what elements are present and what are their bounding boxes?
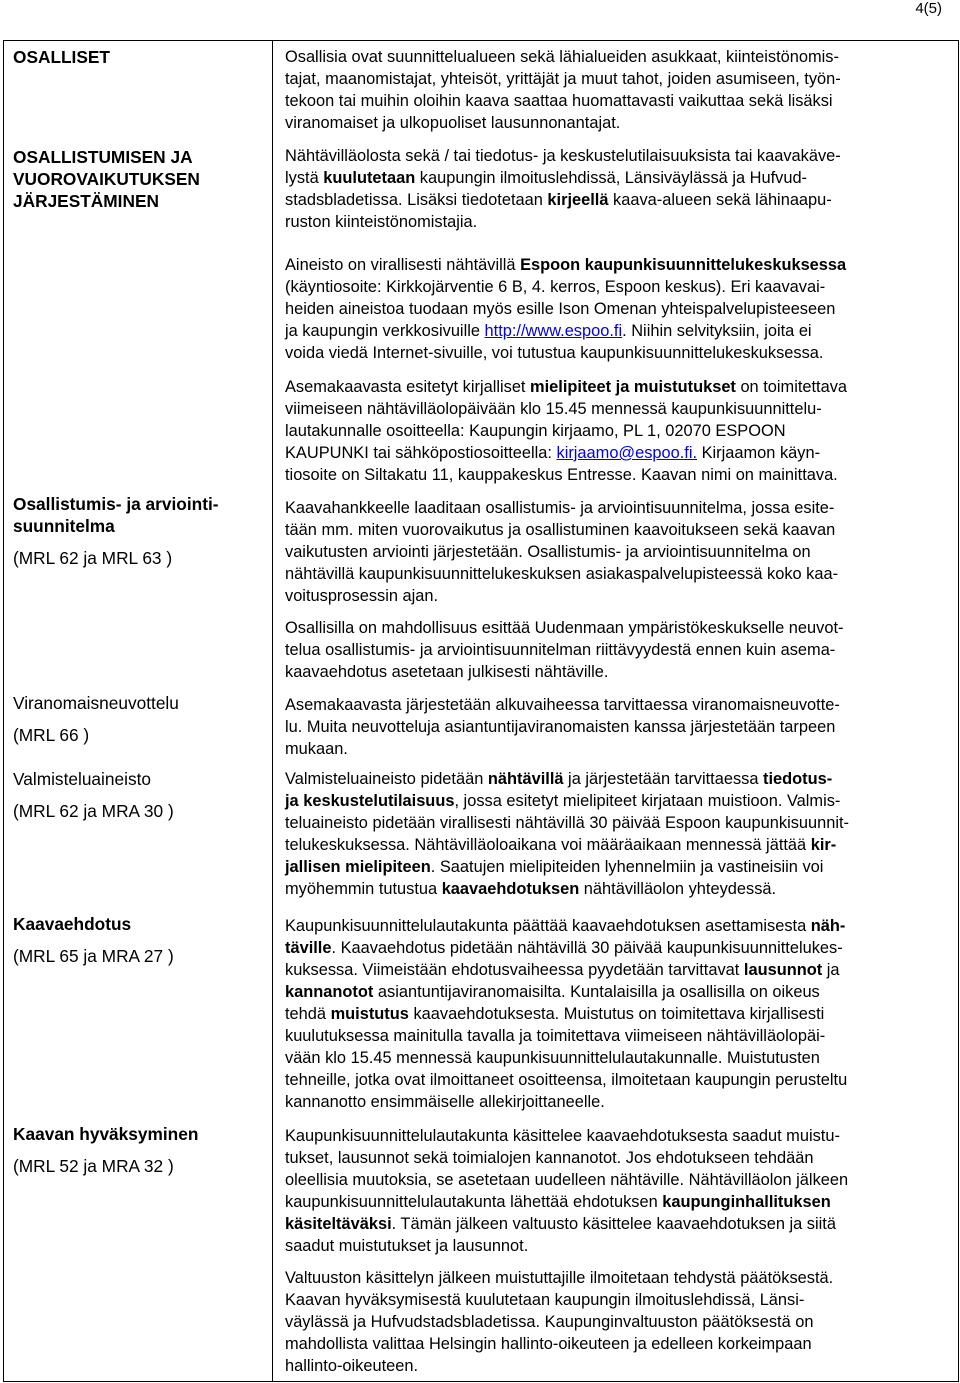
text-line bbox=[285, 738, 953, 760]
section-label bbox=[13, 46, 263, 68]
paragraph bbox=[285, 915, 953, 1113]
text-span: oleellisia muutoksia, se asetetaan uudelleen nähtäville. Nähtävilläolon jälkeen bbox=[285, 1171, 849, 1189]
text-line bbox=[285, 812, 953, 834]
text-span: Kaupunkisuunnittelulautakunta päättää kaavaehdotuksen asettamisesta bbox=[285, 917, 811, 935]
emphasis-text: näh- bbox=[810, 917, 846, 935]
text-line bbox=[285, 254, 953, 276]
text-line bbox=[285, 276, 953, 298]
text-span: kaupunkisuunnittelulautakunta lähettää ehdotuksen bbox=[285, 1193, 663, 1211]
text-span: lautakunnalle osoitteella: Kaupungin kirjaamo, PL 1, 02070 ESPOON bbox=[285, 422, 786, 440]
text-span: teluaineisto pidetään virallisesti nähtävillä 30 päivää Espoon kaupunkisuunnit- bbox=[285, 814, 850, 832]
section-title-line: Kaavaehdotus bbox=[13, 914, 132, 934]
text-span: (käyntiosoite: Kirkkojärventie 6 B, 4. kerros, Espoon keskus). Eri kaavavai- bbox=[285, 278, 826, 296]
emphasis-text: kaavaehdotuksen bbox=[441, 880, 580, 898]
paragraph bbox=[285, 145, 953, 233]
text-span: Kaavan hyväksymisestä kuulutetaan kaupungin ilmoituslehdissä, Länsi- bbox=[285, 1291, 805, 1309]
text-line bbox=[285, 1091, 953, 1113]
text-span: nähtävilläolon yhteydessä. bbox=[579, 880, 777, 898]
text-line bbox=[285, 46, 953, 68]
text-line bbox=[285, 1069, 953, 1091]
page-number: 4(5) bbox=[915, 0, 942, 17]
text-line bbox=[285, 1289, 953, 1311]
text-line bbox=[285, 90, 953, 112]
text-line bbox=[285, 1025, 953, 1047]
text-span: ja järjestetään tarvittaessa bbox=[563, 770, 764, 788]
text-line bbox=[285, 661, 953, 683]
text-line bbox=[285, 464, 953, 486]
text-line bbox=[285, 398, 953, 420]
text-line bbox=[285, 1147, 953, 1169]
text-line bbox=[285, 617, 953, 639]
section-title-line: OSALLISTUMISEN JA bbox=[13, 147, 193, 167]
text-line bbox=[285, 981, 953, 1003]
text-span: tehneille, jotka ovat ilmoittaneet osoitteensa, ilmoitetaan kaupungin perusteltu bbox=[285, 1071, 848, 1089]
text-span: asiantuntijaviranomaisilta. Kuntalaisilla ja osallisilla on oikeus bbox=[373, 983, 820, 1001]
text-span: on toimitettava bbox=[735, 378, 848, 396]
text-line bbox=[285, 768, 953, 790]
emphasis-text: tiedotus- bbox=[763, 770, 833, 788]
section-title-line: suunnitelma bbox=[13, 516, 115, 536]
section-title-line: Viranomaisneuvottelu bbox=[13, 693, 179, 713]
section-title-line: OSALLISET bbox=[13, 47, 110, 67]
text-span: mahdollista valittaa Helsingin hallinto-oikeuteen ja edelleen korkeimpaan bbox=[285, 1335, 812, 1353]
text-line bbox=[285, 959, 953, 981]
text-span: mukaan. bbox=[285, 740, 348, 758]
hyperlink[interactable]: kirjaamo@espoo.fi. bbox=[556, 444, 698, 462]
section-label bbox=[13, 493, 263, 569]
text-line bbox=[285, 167, 953, 189]
emphasis-text: kaupunginhallituksen bbox=[662, 1193, 831, 1211]
text-line bbox=[285, 1125, 953, 1147]
text-line bbox=[285, 1235, 953, 1257]
text-span: kuulutuksessa mainitulla tavalla ja toimitettava viimeiseen nähtävilläolopäi- bbox=[285, 1027, 826, 1045]
paragraph bbox=[285, 694, 953, 760]
text-span: stadsbladetissa. Lisäksi tiedotetaan bbox=[285, 191, 548, 209]
emphasis-text: kir- bbox=[810, 836, 837, 854]
emphasis-text: kirjeellä bbox=[547, 191, 609, 209]
text-line bbox=[285, 1213, 953, 1235]
paragraph bbox=[285, 46, 953, 134]
text-line bbox=[285, 189, 953, 211]
text-line bbox=[285, 298, 953, 320]
law-reference: (MRL 66 ) bbox=[13, 725, 90, 745]
text-span: ja bbox=[822, 961, 840, 979]
text-line bbox=[285, 937, 953, 959]
section-label bbox=[13, 768, 263, 822]
text-line bbox=[285, 320, 953, 342]
emphasis-text: mielipiteet ja muistutukset bbox=[530, 378, 736, 396]
section-label bbox=[13, 1123, 263, 1177]
text-line bbox=[285, 145, 953, 167]
emphasis-text: jallisen mielipiteen bbox=[285, 858, 431, 876]
text-span: kaava-alueen sekä lähinaapu- bbox=[608, 191, 832, 209]
text-span: Valtuuston käsittelyn jälkeen muistuttajille ilmoitetaan tehdystä päätöksestä. bbox=[285, 1269, 834, 1287]
text-span: heiden aineistoa tuodaan myös esille Ison Omenan yhteispalvelupisteeseen bbox=[285, 300, 836, 318]
text-line bbox=[285, 716, 953, 738]
emphasis-text: käsiteltäväksi bbox=[285, 1215, 392, 1233]
text-span: saadut muistutukset ja lausunnot. bbox=[285, 1237, 529, 1255]
paragraph bbox=[285, 376, 953, 486]
text-span: kuksessa. Viimeistään ehdotusvaiheessa pyydetään tarvittavat bbox=[285, 961, 744, 979]
text-span: telukeskuksessa. Nähtävilläoloaikana voi määräaikaan mennessä jättää bbox=[285, 836, 811, 854]
text-span: Kaavahankkeelle laaditaan osallistumis- ja arviointisuunnitelma, jossa esite- bbox=[285, 499, 835, 517]
text-span: viranomaiset ja ulkopuoliset lausunnonantajat. bbox=[285, 114, 621, 132]
section-title-line: Osallistumis- ja arviointi- bbox=[13, 494, 219, 514]
text-span: KAUPUNKI tai sähköpostiosoitteella: bbox=[285, 444, 557, 462]
text-line bbox=[285, 834, 953, 856]
section-title-line: Valmisteluaineisto bbox=[13, 769, 151, 789]
text-line bbox=[285, 1311, 953, 1333]
section-label bbox=[13, 913, 263, 967]
paragraph bbox=[285, 768, 953, 900]
emphasis-text: kuulutetaan bbox=[323, 169, 416, 187]
law-reference: (MRL 62 ja MRA 30 ) bbox=[13, 801, 174, 821]
text-line bbox=[285, 915, 953, 937]
text-span: vaikutusten arviointi järjestetään. Osallistumis- ja arviointisuunnitelma on bbox=[285, 543, 811, 561]
text-span: lu. Muita neuvotteluja asiantuntijaviranomaisten kanssa järjestetään tarpeen bbox=[285, 718, 836, 736]
text-span: Osallisia ovat suunnittelualueen sekä lähialueiden asukkaat, kiinteistönomis- bbox=[285, 48, 839, 66]
text-span: kaupungin ilmoituslehdissä, Länsiväylässä ja Hufvud- bbox=[415, 169, 808, 187]
text-line bbox=[285, 639, 953, 661]
text-span: Kaupunkisuunnittelulautakunta käsittelee kaavaehdotuksesta saadut muistu- bbox=[285, 1127, 840, 1145]
text-span: tehdä bbox=[285, 1005, 331, 1023]
text-line bbox=[285, 68, 953, 90]
emphasis-text: nähtävillä bbox=[487, 770, 564, 788]
law-reference: (MRL 62 ja MRL 63 ) bbox=[13, 548, 173, 568]
text-line bbox=[285, 211, 953, 233]
text-line bbox=[285, 1191, 953, 1213]
emphasis-text: kannanotot bbox=[285, 983, 374, 1001]
emphasis-text: täville bbox=[285, 939, 332, 957]
text-line bbox=[285, 790, 953, 812]
text-span: tekoon tai muihin oloihin kaava saattaa huomattavasti vaikuttaa sekä lisäksi bbox=[285, 92, 833, 110]
text-line bbox=[285, 1355, 953, 1377]
section-label bbox=[13, 692, 263, 746]
text-span: hallinto-oikeuteen. bbox=[285, 1357, 419, 1375]
text-span: voitusprosessin ajan. bbox=[285, 587, 439, 605]
text-line bbox=[285, 878, 953, 900]
emphasis-text: muistutus bbox=[330, 1005, 409, 1023]
text-span: voida viedä Internet-sivuille, voi tutustua kaupunkisuunnittelukeskuksessa. bbox=[285, 344, 824, 362]
text-span: Osallisilla on mahdollisuus esittää Uudenmaan ympäristökeskukselle neuvot- bbox=[285, 619, 844, 637]
text-span: tiosoite on Siltakatu 11, kauppakeskus Entresse. Kaavan nimi on mainittava. bbox=[285, 466, 838, 484]
text-line bbox=[285, 1003, 953, 1025]
section-title-line: Kaavan hyväksyminen bbox=[13, 1124, 199, 1144]
text-span: väylässä ja Hufvudstadsbladetissa. Kaupunginvaltuuston päätöksestä on bbox=[285, 1313, 814, 1331]
paragraph bbox=[285, 497, 953, 607]
paragraph bbox=[285, 617, 953, 683]
text-line bbox=[285, 519, 953, 541]
law-reference: (MRL 52 ja MRA 32 ) bbox=[13, 1156, 174, 1176]
text-span: kaavaehdotuksesta. Muistutus on toimitettava kirjallisesti bbox=[408, 1005, 825, 1023]
text-line bbox=[285, 563, 953, 585]
text-line bbox=[285, 376, 953, 398]
text-span: tukset, lausunnot sekä toimialojen kannanotot. Jos ehdotukseen tehdään bbox=[285, 1149, 814, 1167]
paragraph bbox=[285, 254, 953, 364]
text-line bbox=[285, 442, 953, 464]
text-span: Asemakaavasta järjestetään alkuvaiheessa tarvittaessa viranomaisneuvotte- bbox=[285, 696, 840, 714]
text-span: kannanotto ensimmäiselle allekirjoittaneelle. bbox=[285, 1093, 605, 1111]
emphasis-text: ja keskustelutilaisuus bbox=[285, 792, 455, 810]
text-span: . Niihin selvityksiin, joita ei bbox=[622, 322, 812, 340]
text-span: . Saatujen mielipiteiden lyhennelmiin ja vastineisiin voi bbox=[430, 858, 824, 876]
hyperlink[interactable]: http://www.espoo.fi bbox=[484, 322, 623, 340]
text-line bbox=[285, 1333, 953, 1355]
text-span: vään klo 15.45 mennessä kaupunkisuunnittelulautakunnalle. Muistutusten bbox=[285, 1049, 820, 1067]
text-line bbox=[285, 1267, 953, 1289]
emphasis-text: lausunnot bbox=[743, 961, 823, 979]
text-line bbox=[285, 112, 953, 134]
text-span: . Tämän jälkeen valtuusto käsittelee kaavaehdotuksen ja siitä bbox=[391, 1215, 836, 1233]
section-title-line: VUOROVAIKUTUKSEN bbox=[13, 169, 200, 189]
text-span: , jossa esitetyt mielipiteet kirjataan muistioon. Valmis- bbox=[454, 792, 841, 810]
text-span: myöhemmin tutustua bbox=[285, 880, 442, 898]
text-span: kaavaehdotus asetetaan julkisesti nähtäville. bbox=[285, 663, 609, 681]
text-span: nähtävillä kaupunkisuunnittelukeskuksen asiakaspalvelupisteessä koko kaa- bbox=[285, 565, 839, 583]
text-line bbox=[285, 1047, 953, 1069]
text-span: telua osallistumis- ja arviointisuunnitelman riittävyydestä ennen kuin asema- bbox=[285, 641, 836, 659]
column-divider bbox=[272, 40, 273, 1382]
paragraph bbox=[285, 1267, 953, 1377]
text-line bbox=[285, 541, 953, 563]
text-span: Valmisteluaineisto pidetään bbox=[285, 770, 488, 788]
text-line bbox=[285, 694, 953, 716]
text-span: tajat, maanomistajat, yhteisöt, yrittäjät ja muut tahot, joiden asumiseen, työn- bbox=[285, 70, 841, 88]
text-line bbox=[285, 342, 953, 364]
text-span: Kirjaamon käyn- bbox=[697, 444, 821, 462]
paragraph bbox=[285, 1125, 953, 1257]
text-span: Nähtävilläolosta sekä / tai tiedotus- ja keskustelutilaisuuksista tai kaavakäve- bbox=[285, 147, 841, 165]
text-span: . Kaavaehdotus pidetään nähtävillä 30 päivää kaupunkisuunnittelukes- bbox=[331, 939, 843, 957]
section-label bbox=[13, 146, 263, 212]
text-span: Asemakaavasta esitetyt kirjalliset bbox=[285, 378, 531, 396]
text-span: tään mm. miten vuorovaikutus ja osallistuminen kaavoitukseen sekä kaavan bbox=[285, 521, 836, 539]
text-line bbox=[285, 420, 953, 442]
text-span: Aineisto on virallisesti nähtävillä bbox=[285, 256, 521, 274]
law-reference: (MRL 65 ja MRA 27 ) bbox=[13, 946, 174, 966]
section-title-line: JÄRJESTÄMINEN bbox=[13, 191, 159, 211]
emphasis-text: Espoon kaupunkisuunnittelukeskuksessa bbox=[520, 256, 847, 274]
text-span: viimeiseen nähtävilläolopäivään klo 15.45 mennessä kaupunkisuunnittelu- bbox=[285, 400, 822, 418]
text-span: ruston kiinteistönomistajia. bbox=[285, 213, 478, 231]
text-line bbox=[285, 497, 953, 519]
text-line bbox=[285, 585, 953, 607]
text-line bbox=[285, 856, 953, 878]
text-line bbox=[285, 1169, 953, 1191]
text-span: ja kaupungin verkkosivuille bbox=[285, 322, 485, 340]
text-span: lystä bbox=[285, 169, 324, 187]
